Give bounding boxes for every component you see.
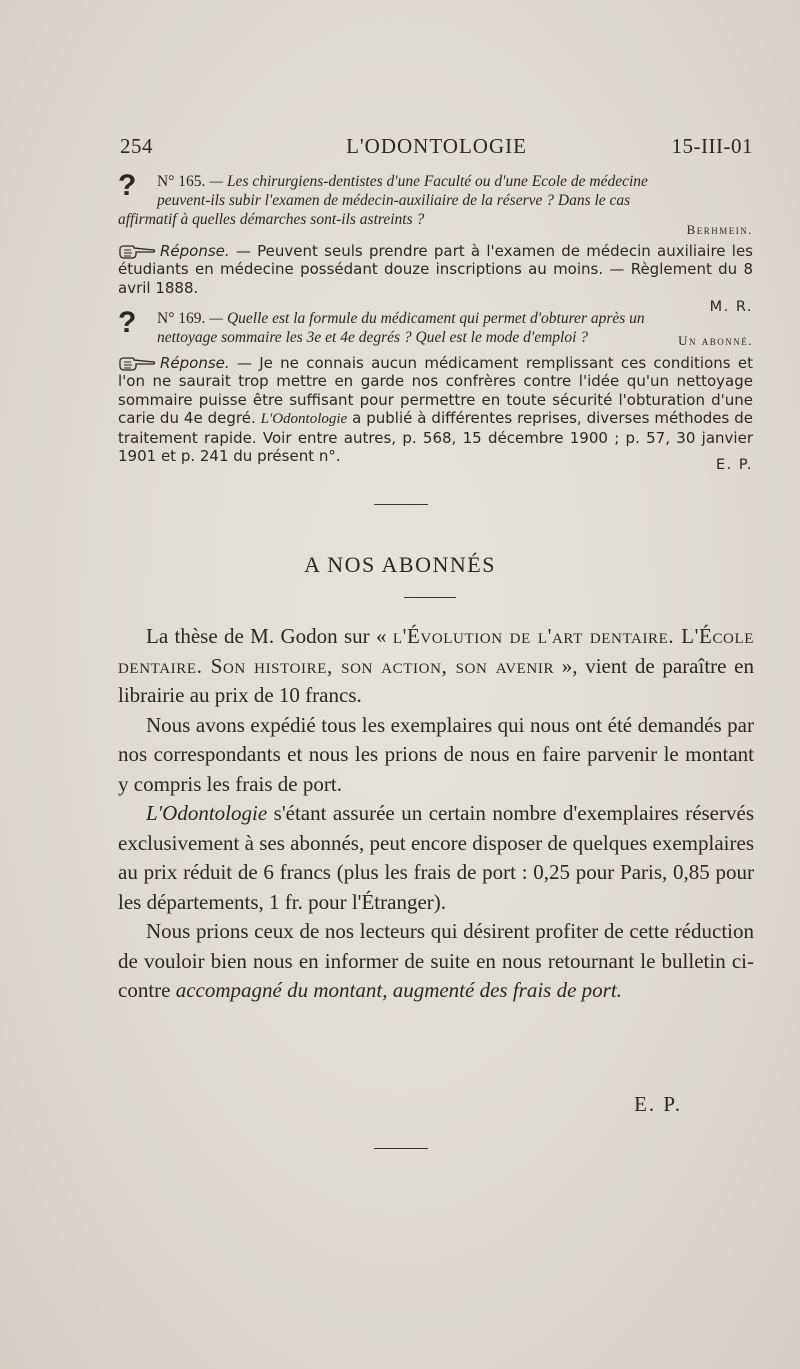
query-number: N° 169. [157,310,206,327]
response-text-part2: a publié à différentes reprises, diverses méthodes de traitement rapide. Voir entre autres, p. 568, 15 décembre 1900 ; p. 57, 30 janvier 1901 et p. 241 du présent n°. [118,409,754,466]
running-header [120,134,753,160]
emphasis-text: accompagné du montant, augmenté des frais de port. [175,978,622,1002]
notice-body [118,622,754,1006]
journal-title: L'ODONTOLOGIE [346,134,527,158]
paragraph-text: s'étant assurée un certain nombre d'exemplaires réservés exclusivement à ses abonnés, peut encore disposer de quelques exemplaires au prix réduit de 6 francs (plus les frais de port : 0,25 pour Paris, 0,85 pour les départements, 1 fr. pour l'Étranger). [118,801,754,914]
paragraph: Nous avons expédié tous les exemplaires qui nous ont été demandés par nos correspondants et nous les prions de nous en faire parvenir le montant y compris les frais de port. [118,712,754,796]
pointing-hand-icon [118,245,156,259]
end-divider [374,1148,428,1149]
issue-date: 15-III-01 [671,134,753,158]
paragraph [118,917,754,1006]
paragraph-text: La thèse de M. Godon sur « [146,624,393,648]
query-text-line1: — Les chirurgiens-dentistes d'une Faculté ou d'une Ecole de médecine [205,173,648,190]
response-signature: M. R. [709,299,753,315]
response-165 [118,242,753,297]
paragraph [118,799,754,917]
book-title: l'Évolution de l'art dentaire. L'École dentaire. Son histoire, son action, son avenir [118,624,755,678]
response-169 [118,354,753,465]
query-text-line2: peuvent-ils subir l'examen de médecin-auxiliaire de la réserve ? Dans le cas [157,192,631,209]
paragraph-text: », vient de paraître en librairie au prix de 10 francs. [118,653,754,707]
query-text-line1: — Quelle est la formule du médicament qui permet d'obturer après un [205,310,645,327]
response-signature: E. P. [716,457,753,473]
pointing-hand-icon [118,357,156,371]
query-signature: Un abonné. [678,333,753,348]
query-text-line2: nettoyage sommaire les 3e et 4e degrés ? Quel est le mode d'emploi ? [157,329,589,346]
response-text: — Peuvent seuls prendre part à l'examen de médecin auxiliaire les étudiants en médecine possédant douze inscriptions au moins. — Règlement du 8 avril 1888. [118,242,753,297]
query-165 [118,169,753,229]
query-signature: Berhmein. [686,222,753,237]
response-text-part1: — Je ne connais aucun médicament remplissant ces conditions et l'on ne saurait trop mettre en garde nos confrères contre l'idée qu'un nettoyage sommaire puisse être suffisant pour permettre en toute sécurité l'obturation d'une carie du 4e degré. [118,354,753,428]
notice-signature: E. P. [634,1092,682,1116]
response-label: Réponse. [160,354,230,372]
query-number: N° 165. [157,173,206,190]
section-divider [374,504,428,505]
journal-reference: L'Odontologie [260,411,348,428]
response-label: Réponse. [160,242,230,260]
query-text-line3: affirmatif à quelles démarches sont-ils astreints ? [118,211,425,228]
paragraph [118,622,754,711]
section-title: A NOS ABONNÉS [304,552,496,577]
question-mark-icon: ? [118,169,137,202]
title-underline [404,597,456,598]
journal-name: L'Odontologie [146,801,268,825]
page-number: 254 [120,134,153,158]
question-mark-icon: ? [118,306,137,339]
paragraph-text: Nous prions ceux de nos lecteurs qui désirent profiter de cette réduction de vouloir bien nous en informer de suite en nous retournant le bulletin ci-contre [118,919,754,1002]
